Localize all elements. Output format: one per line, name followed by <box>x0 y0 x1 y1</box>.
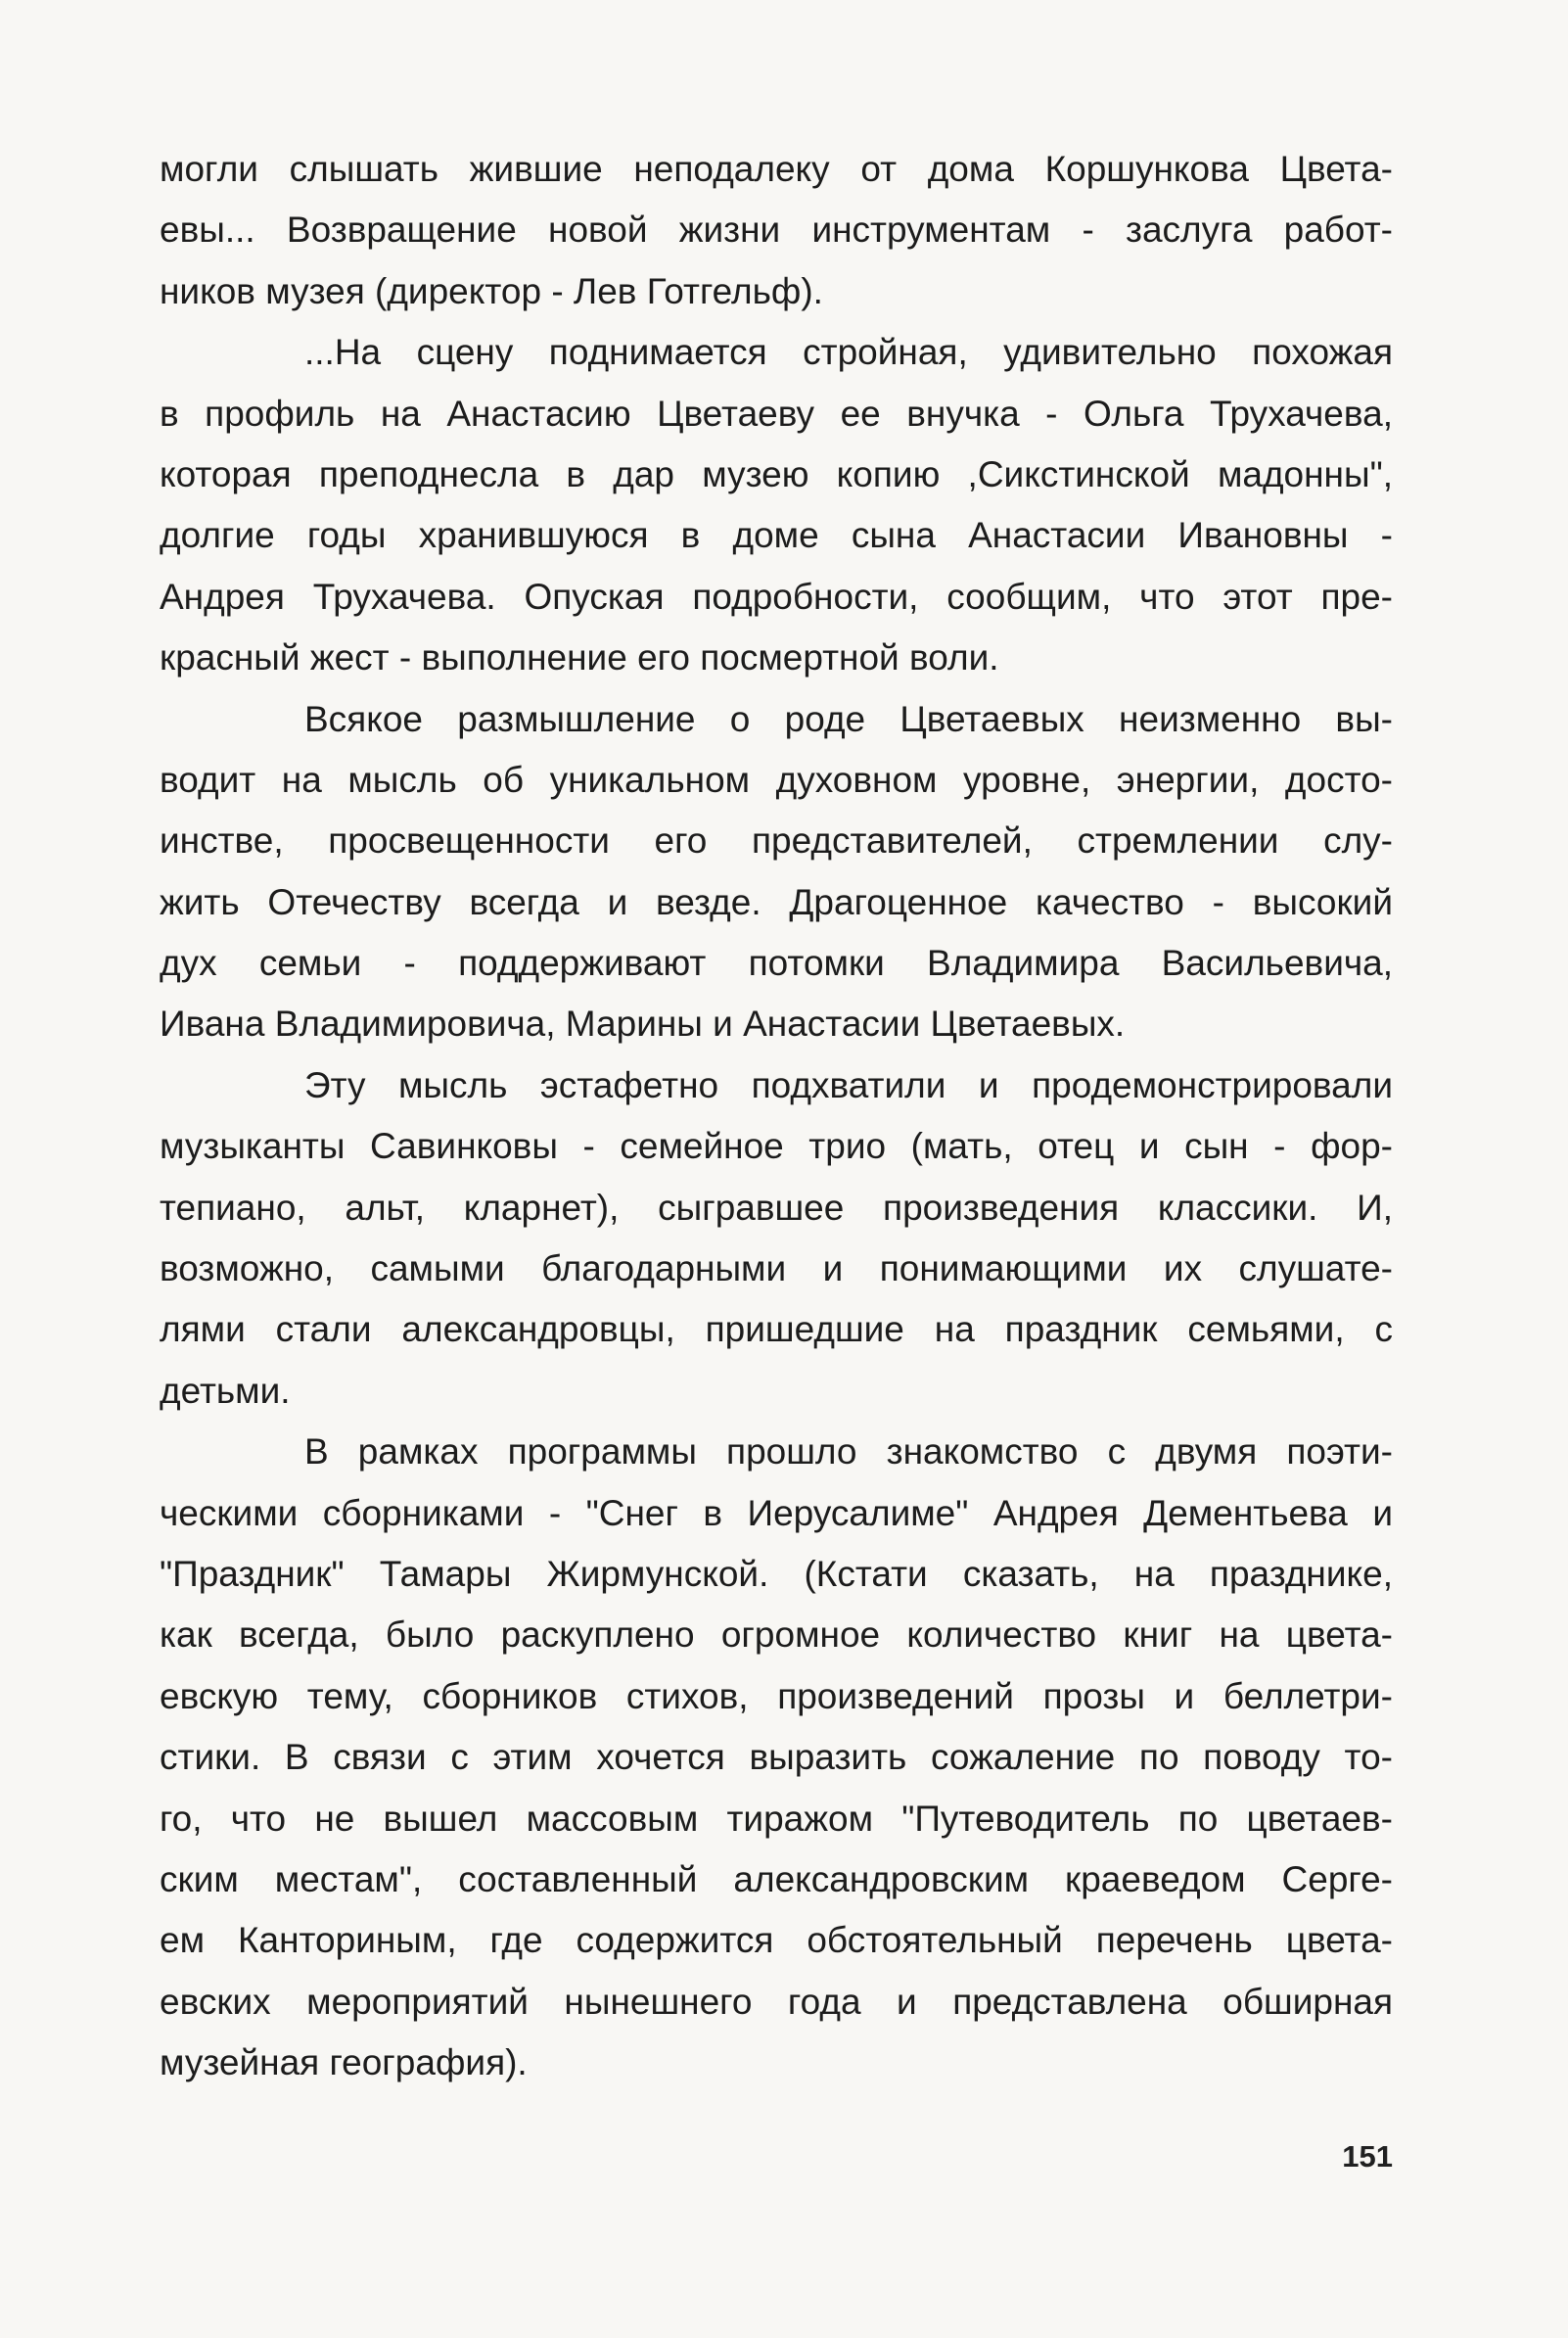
text-line: которая преподнесла в дар музею копию ,Сикстинской мадонны", <box>160 453 1393 494</box>
text-line: красный жест - выполнение его посмертной воли. <box>160 637 999 678</box>
text-line: инстве, просвещенности его представителей, стремлении слу- <box>160 820 1393 862</box>
text-line: ским местам", составленный александровским краеведом Серге- <box>160 1858 1393 1899</box>
text-line: ческими сборниками - "Снег в Иерусалиме" Андрея Дементьева и <box>160 1492 1393 1533</box>
text-line: как всегда, было раскуплено огромное количество книг на цвета- <box>160 1614 1393 1656</box>
page-number: 151 <box>1342 2139 1393 2174</box>
text-line: Эту мысль эстафетно подхватили и продемонстрировали <box>304 1064 1393 1105</box>
text-line: евских мероприятий нынешнего года и представлена обширная <box>160 1981 1393 2022</box>
text-line: ...На сцену поднимается стройная, удивительно похожая <box>304 332 1393 373</box>
text-line: Андрея Трухачева. Опуская подробности, сообщим, что этот пре- <box>160 576 1393 617</box>
text-line: дух семьи - поддерживают потомки Владимира Васильевича, <box>160 943 1393 984</box>
text-line: Всякое размышление о роде Цветаевых неизменно вы- <box>304 698 1393 739</box>
text-line: музыканты Савинковы - семейное трио (мать, отец и сын - фор- <box>160 1126 1393 1167</box>
text-line: водит на мысль об уникальном духовном уровне, энергии, досто- <box>160 759 1393 800</box>
text-line: евы... Возвращение новой жизни инструментам - заслуга работ- <box>160 210 1393 251</box>
text-line: в профиль на Анастасию Цветаеву ее внучка - Ольга Трухачева, <box>160 393 1393 434</box>
text-line: Ивана Владимировича, Марины и Анастасии Цветаевых. <box>160 1004 1126 1045</box>
text-line: В рамках программы прошло знакомство с двумя поэти- <box>304 1431 1393 1473</box>
text-line: ем Канториным, где содержится обстоятельный перечень цвета- <box>160 1920 1393 1961</box>
text-line: ников музея (директор - Лев Готгельф). <box>160 270 823 311</box>
text-line: го, что не вышел массовым тиражом "Путеводитель по цветаев- <box>160 1798 1393 1839</box>
text-line: "Праздник" Тамары Жирмунской. (Кстати сказать, на празднике, <box>160 1553 1393 1594</box>
text-line: могли слышать жившие неподалеку от дома Коршункова Цвета- <box>160 149 1393 189</box>
text-line: лями стали александровцы, пришедшие на праздник семьями, с <box>160 1309 1393 1350</box>
body-text <box>160 139 1393 2094</box>
text-line: долгие годы хранившуюся в доме сына Анастасии Ивановны - <box>160 515 1393 556</box>
text-line: детьми. <box>160 1370 291 1411</box>
text-line: возможно, самыми благодарными и понимающими их слушате- <box>160 1248 1393 1289</box>
text-line: музейная география). <box>160 2042 528 2083</box>
text-line: евскую тему, сборников стихов, произведений прозы и беллетри- <box>160 1675 1393 1716</box>
text-line: тепиано, альт, кларнет), сыгравшее произведения классики. И, <box>160 1187 1393 1228</box>
text-line: стики. В связи с этим хочется выразить сожаление по поводу то- <box>160 1737 1393 1778</box>
text-line: жить Отечеству всегда и везде. Драгоценное качество - высокий <box>160 881 1393 922</box>
